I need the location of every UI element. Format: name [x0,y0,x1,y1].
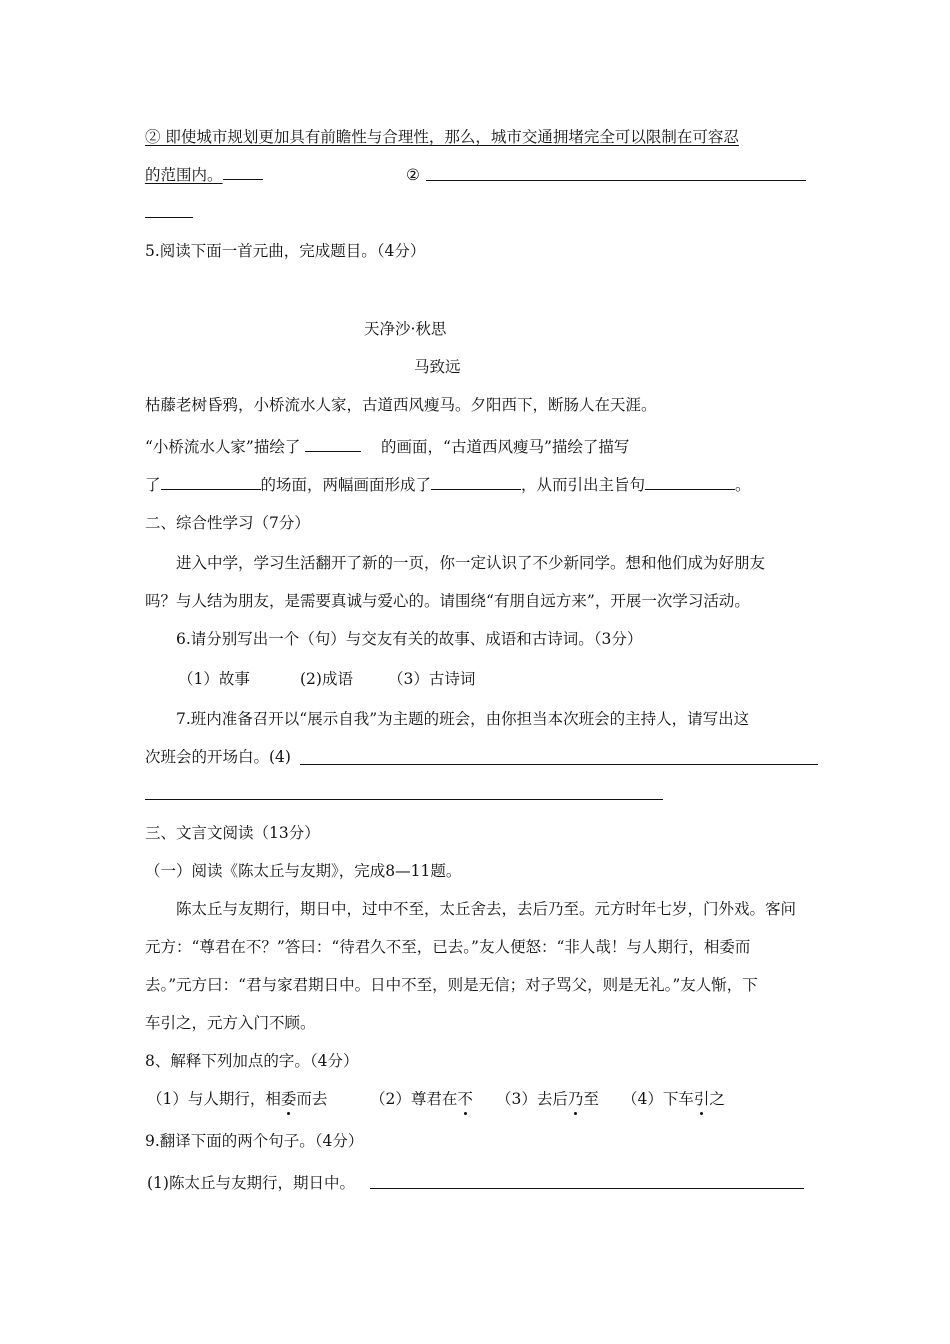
q4-answer-line-cont[interactable] [145,217,193,218]
poem-text: 枯藤老树昏鸦，小桥流水人家，古道西风瘦马。夕阳西下，断肠人在天涯。 [145,396,657,414]
poem-author: 马致远 [414,358,461,376]
q5-blank-2[interactable] [161,474,261,490]
q9-sentence-1: (1)陈太丘与友期行，期日中。 [147,1174,355,1192]
q4-sentence-2-end: 的范围内。 [145,166,223,184]
q5-question-b3: ，从而引出主旨句 [521,476,646,494]
q8-item-1-text-end: 而去 [296,1090,328,1108]
section-3-heading: 三、文言文阅读（13分） [145,824,320,842]
q4-answer-marker: ② [406,166,420,184]
q5-question-b2: 的场面，两幅画面形成了 [260,476,432,494]
q7-prompt-line-2: 次班会的开场白。(4) [145,748,291,766]
q4-sentence-blank[interactable] [223,164,263,180]
q6-option-story: （1）故事 [178,670,250,688]
q4-sentence-2-line-2 [145,164,263,186]
q7-answer-line-1[interactable] [300,764,818,765]
q5-question-a2: 的画面，“古道西风瘦马”描绘了描写 [381,438,630,456]
section-2-heading: 二、综合性学习（7分） [145,514,310,532]
q8-item-4-dotted-char: 引 [693,1090,710,1108]
q8-item-1-text: （1）与人期行，相 [147,1090,281,1108]
classical-text-line-1: 陈太丘与友期行，期日中，过中不至，太丘舍去，去后乃至。元方时年七岁，门外戏。客问 [176,900,797,918]
q5-blank-4[interactable] [645,474,735,490]
q7-prompt-line-1: 7.班内准备召开以“展示自我”为主题的班会，由你担当本次班会的主持人，请写出这 [176,710,750,728]
classical-text-line-3: 去。”元方曰：“君与家君期日中。日中不至，则是无信；对子骂父，则是无礼。”友人惭，下 [145,976,758,994]
q6-option-poem: （3）古诗词 [388,670,476,688]
q8-prompt: 8、解释下列加点的字。（4分） [145,1052,359,1070]
q8-item-3-text: （3）去后 [496,1090,568,1108]
q8-item-2 [370,1088,473,1110]
q9-prompt: 9.翻译下面的两个句子。（4分） [145,1132,364,1150]
q8-item-2-dotted-char: 不 [457,1090,473,1108]
q7-answer-line-2[interactable] [145,799,663,800]
q5-question-a1: “小桥流水人家”描绘了 [145,438,301,456]
q8-item-1-dotted-char: 委 [280,1090,297,1108]
q8-item-2-text: （2）尊君在 [370,1090,458,1108]
q5-question-b1: 了 [145,476,161,494]
q5-question-line-2 [145,474,751,496]
q8-item-3-dotted-char: 乃 [567,1090,584,1108]
q4-sentence-2-line-1: ② 即使城市规划更加具有前瞻性与合理性，那么，城市交通拥堵完全可以限制在可容忍 [145,128,739,146]
q8-item-4-text: （4）下车 [622,1090,694,1108]
q6-prompt: 6.请分别写出一个（句）与交友有关的故事、成语和古诗词。（3分） [176,630,643,648]
q4-answer-line[interactable] [426,180,806,181]
section-2-intro-line-1: 进入中学，学习生活翻开了新的一页，你一定认识了不少新同学。想和他们成为好朋友 [176,554,766,572]
classical-text-line-2: 元方：“尊君在不？”答曰：“待君久不至，已去。”友人便怒：“非人哉！与人期行，相委而 [145,938,751,956]
q5-prompt: 5.阅读下面一首元曲，完成题目。（4分） [145,242,426,260]
q9-answer-line-1[interactable] [370,1188,804,1189]
classical-text-line-4: 车引之，元方入门不顾。 [145,1014,316,1032]
q8-item-1 [147,1088,327,1110]
q8-item-4-text-end: 之 [709,1090,725,1108]
q6-option-idiom: (2)成语 [300,670,353,688]
section-3-subheading: （一）阅读《陈太丘与友期》，完成8—11题。 [145,862,462,880]
q5-question-line-1 [145,436,629,458]
q5-blank-1[interactable] [305,436,361,452]
q5-blank-3[interactable] [431,474,521,490]
poem-title: 天净沙·秋思 [364,320,447,338]
q8-item-3-text-end: 至 [583,1090,599,1108]
q8-item-3 [496,1088,599,1110]
section-2-intro-line-2: 吗？与人结为朋友，是需要真诚与爱心的。请围绕“有朋自远方来”，开展一次学习活动。 [145,592,750,610]
q5-question-b4: 。 [735,476,751,494]
q8-item-4 [622,1088,725,1110]
